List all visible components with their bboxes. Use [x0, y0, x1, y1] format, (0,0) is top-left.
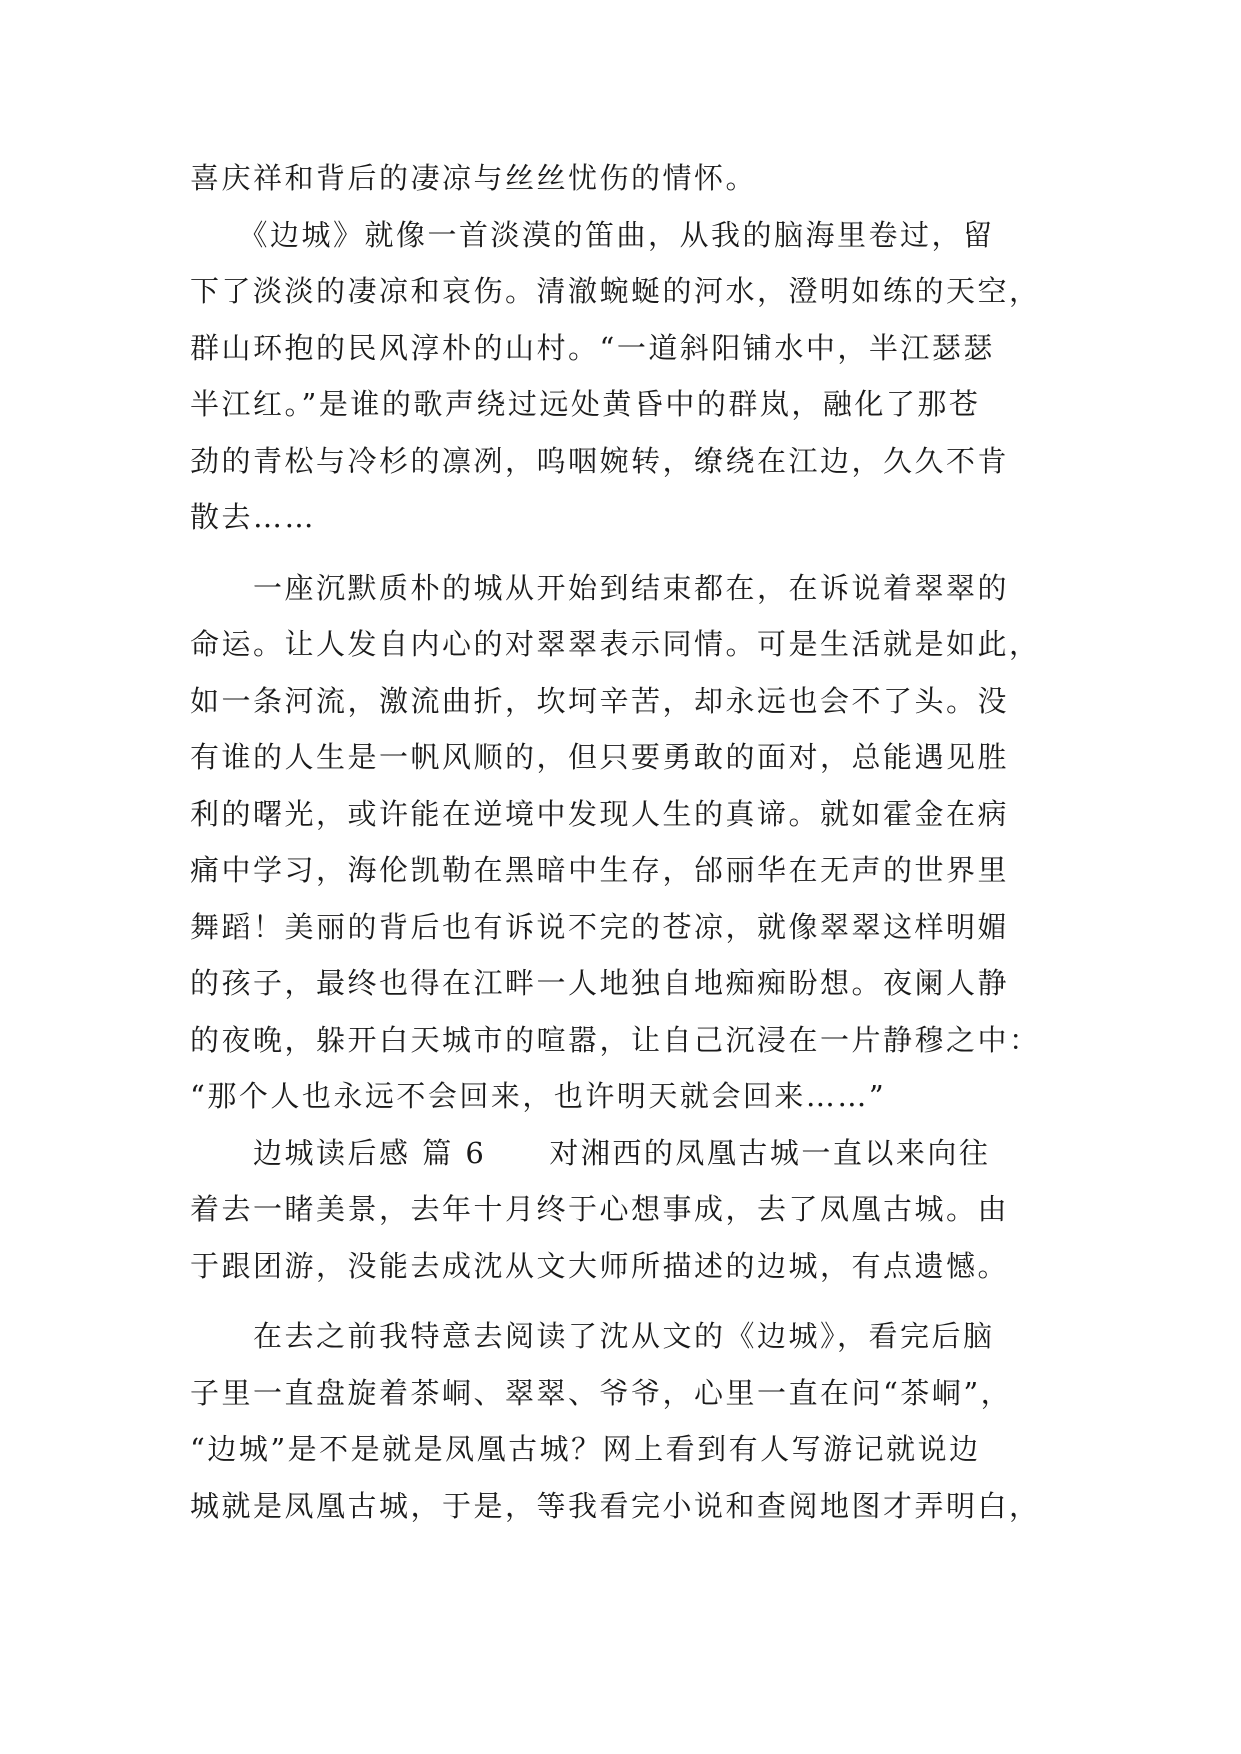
text-line: 着去一睹美景，去年十月终于心想事成，去了凤凰古城。由	[190, 1192, 1010, 1226]
text-line: 喜庆祥和背后的凄凉与丝丝忧伤的情怀。	[190, 161, 758, 195]
text-line: 群山环抱的民风淳朴的山村。“一道斜阳铺水中，半江瑟瑟	[190, 330, 995, 365]
text-line: 半江红。”是谁的歌声绕过远处黄昏中的群岚，融化了那苍	[190, 387, 981, 421]
text-line: 劲的青松与冷杉的凛冽，呜咽婉转，缭绕在江边，久久不肯	[190, 443, 1010, 478]
text-line: 的夜晚，躲开白天城市的喧嚣，让自己沉浸在一片静穆之中：	[190, 1022, 1041, 1057]
text-line: 在去之前我特意去阅读了沈从文的《边城》，看完后脑	[190, 1319, 995, 1353]
text-line: 有谁的人生是一帆风顺的，但只要勇敢的面对，总能遇见胜	[190, 740, 1010, 774]
text-line: 城就是凤凰古城，于是，等我看完小说和查阅地图才弄明白，	[190, 1488, 1041, 1523]
text-line: “边城”是不是就是凤凰古城？网上看到有人写游记就说边	[190, 1432, 981, 1466]
text-line: 散去……	[190, 500, 317, 534]
text-line: 利的曙光，或许能在逆境中发现人生的真谛。就如霍金在病	[190, 796, 1010, 831]
text-line: 子里一直盘旋着茶峒、翠翠、爷爷，心里一直在问“茶峒”，	[190, 1375, 1013, 1410]
text-line: 的孩子，最终也得在江畔一人地独自地痴痴盼想。夜阑人静	[190, 966, 1010, 1000]
section-heading-line: 边城读后感 篇 6 对湘西的凤凰古城一直以来向往	[190, 1135, 991, 1170]
body-text	[190, 150, 1090, 1534]
text-line: 命运。让人发自内心的对翠翠表示同情。可是生活就是如此，	[190, 627, 1041, 661]
text-line: 舞蹈！美丽的背后也有诉说不完的苍凉，就像翠翠这样明媚	[190, 909, 1010, 944]
text-line: 《边城》就像一首淡漠的笛曲，从我的脑海里卷过，留	[190, 217, 995, 252]
text-line: 痛中学习，海伦凯勒在黑暗中生存，邰丽华在无声的世界里	[190, 853, 1010, 887]
text-line: 如一条河流，激流曲折，坎坷辛苦，却永远也会不了头。没	[190, 683, 1010, 718]
text-line: 于跟团游，没能去成沈从文大师所描述的边城，有点遗憾。	[190, 1248, 1010, 1283]
text-line: 一座沉默质朴的城从开始到结束都在，在诉说着翠翠的	[190, 570, 1010, 605]
text-line: “那个人也永远不会回来，也许明天就会回来……”	[190, 1079, 887, 1113]
text-line: 下了淡淡的凄凉和哀伤。清澈蜿蜒的河水，澄明如练的天空，	[190, 274, 1041, 308]
